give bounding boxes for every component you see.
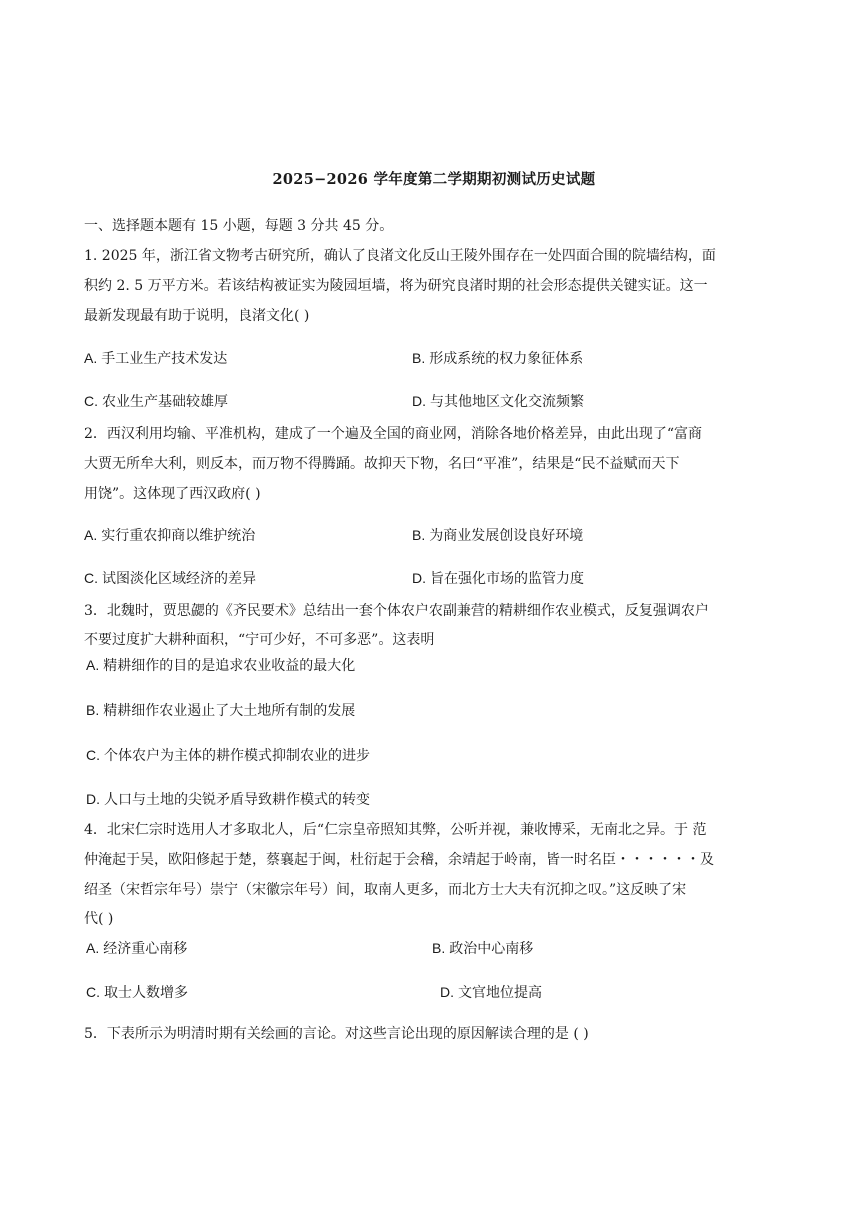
option-text: 试图淡化区域经济的差异 xyxy=(102,571,256,587)
option-text: 精耕细作农业遏止了大土地所有制的发展 xyxy=(103,703,356,719)
option-letter: A. xyxy=(86,940,100,956)
option-letter: D. xyxy=(412,393,426,409)
option-text: 精耕细作的目的是追求农业收益的最大化 xyxy=(103,658,356,674)
q2-option-a[interactable] xyxy=(84,525,255,546)
q2-option-b[interactable] xyxy=(412,525,583,546)
q4-option-c[interactable] xyxy=(86,982,188,1003)
option-letter: B. xyxy=(412,350,426,366)
option-letter: C. xyxy=(86,984,100,1000)
q2-option-c[interactable] xyxy=(84,568,256,589)
q5-stem-line-1: 5．下表所示为明清时期有关绘画的言论。对这些言论出现的原因解读合理的是 ( ) xyxy=(84,1026,589,1042)
option-text: 人口与土地的尖锐矛盾导致耕作模式的转变 xyxy=(104,792,370,808)
option-text: 形成系统的权力象征体系 xyxy=(429,351,584,367)
q2-stem-line-2: 大贾无所牟大利，则反本，而万物不得腾踊。故抑天下物，名曰“平准”，结果是“民不益赋而天下 xyxy=(84,456,680,472)
q3-option-d[interactable] xyxy=(86,789,370,810)
q4-option-b[interactable] xyxy=(432,938,533,959)
q3-stem-line-1: 3．北魏时，贾思勰的《齐民要术》总结出一套个体农户农副兼营的精耕细作农业模式，反复强调农户 xyxy=(84,603,709,619)
q3-option-a[interactable] xyxy=(86,655,355,676)
q4-stem-line-4: 代( ) xyxy=(84,911,114,927)
q2-option-d[interactable] xyxy=(412,568,584,589)
option-text: 与其他地区文化交流频繁 xyxy=(430,394,584,410)
option-text: 农业生产基础较雄厚 xyxy=(102,394,228,410)
option-letter: A. xyxy=(84,350,98,366)
option-text: 旨在强化市场的监管力度 xyxy=(430,571,584,587)
option-text: 个体农户为主体的耕作模式抑制农业的进步 xyxy=(104,748,370,764)
option-letter: D. xyxy=(440,984,454,1000)
q2-stem-line-1: 2．西汉利用均输、平准机构，建成了一个遍及全国的商业网，消除各地价格差异，由此出现了“富商 xyxy=(84,426,703,442)
option-text: 经济重心南移 xyxy=(103,941,188,957)
option-letter: B. xyxy=(412,527,426,543)
q4-stem-line-2: 仲淹起于吴，欧阳修起于楚，蔡襄起于闽，杜衍起于会稽，余靖起于岭南，皆一时名臣・・・・・・及 xyxy=(84,852,714,868)
option-letter: C. xyxy=(86,747,100,763)
option-text: 文官地位提高 xyxy=(458,985,542,1001)
q1-option-d[interactable] xyxy=(412,391,584,412)
exam-title: 2025−2026 学年度第二学期期初测试历史试题 xyxy=(272,171,596,188)
q1-option-a[interactable] xyxy=(84,348,227,369)
option-letter: C. xyxy=(84,393,98,409)
section-header: 一、选择题本题有 15 小题，每题 3 分共 45 分。 xyxy=(84,218,394,234)
q3-option-b[interactable] xyxy=(86,700,355,721)
q4-option-a[interactable] xyxy=(86,938,187,959)
option-text: 政治中心南移 xyxy=(449,941,534,957)
option-letter: D. xyxy=(86,791,100,807)
option-letter: A. xyxy=(86,657,100,673)
option-letter: B. xyxy=(432,940,446,956)
q4-stem-line-3: 绍圣（宋哲宗年号）崇宁（宋徽宗年号）间，取南人更多，而北方士大夫有沉抑之叹。”这反映了宋 xyxy=(84,882,687,898)
q1-stem-line-2: 积约 2. 5 万平方米。若该结构被证实为陵园垣墙，将为研究良渚时期的社会形态提供关键实证。这一 xyxy=(84,278,708,294)
q4-stem-line-1: 4．北宋仁宗时选用人才多取北人，后“仁宗皇帝照知其弊，公听并视，兼收博采，无南北之异。于 范 xyxy=(84,822,707,838)
q2-stem-line-3: 用饶”。这体现了西汉政府( ) xyxy=(84,486,261,502)
q1-stem-line-1: 1. 2025 年，浙江省文物考古研究所，确认了良渚文化反山王陵外围存在一处四面合围的院墙结构，面 xyxy=(84,248,716,264)
q1-stem-line-3: 最新发现最有助于说明，良渚文化( ) xyxy=(84,308,310,324)
q3-stem-line-2: 不要过度扩大耕种面积，“宁可少好，不可多恶”。这表明 xyxy=(84,632,435,648)
q1-option-c[interactable] xyxy=(84,391,228,412)
option-text: 实行重农抑商以维护统治 xyxy=(101,528,256,544)
option-letter: A. xyxy=(84,527,98,543)
option-text: 取士人数增多 xyxy=(104,985,188,1001)
option-text: 手工业生产技术发达 xyxy=(101,351,228,367)
option-text: 为商业发展创设良好环境 xyxy=(429,528,584,544)
option-letter: D. xyxy=(412,570,426,586)
q4-option-d[interactable] xyxy=(440,982,542,1003)
q1-option-b[interactable] xyxy=(412,348,583,369)
option-letter: C. xyxy=(84,570,98,586)
q3-option-c[interactable] xyxy=(86,745,370,766)
option-letter: B. xyxy=(86,702,100,718)
